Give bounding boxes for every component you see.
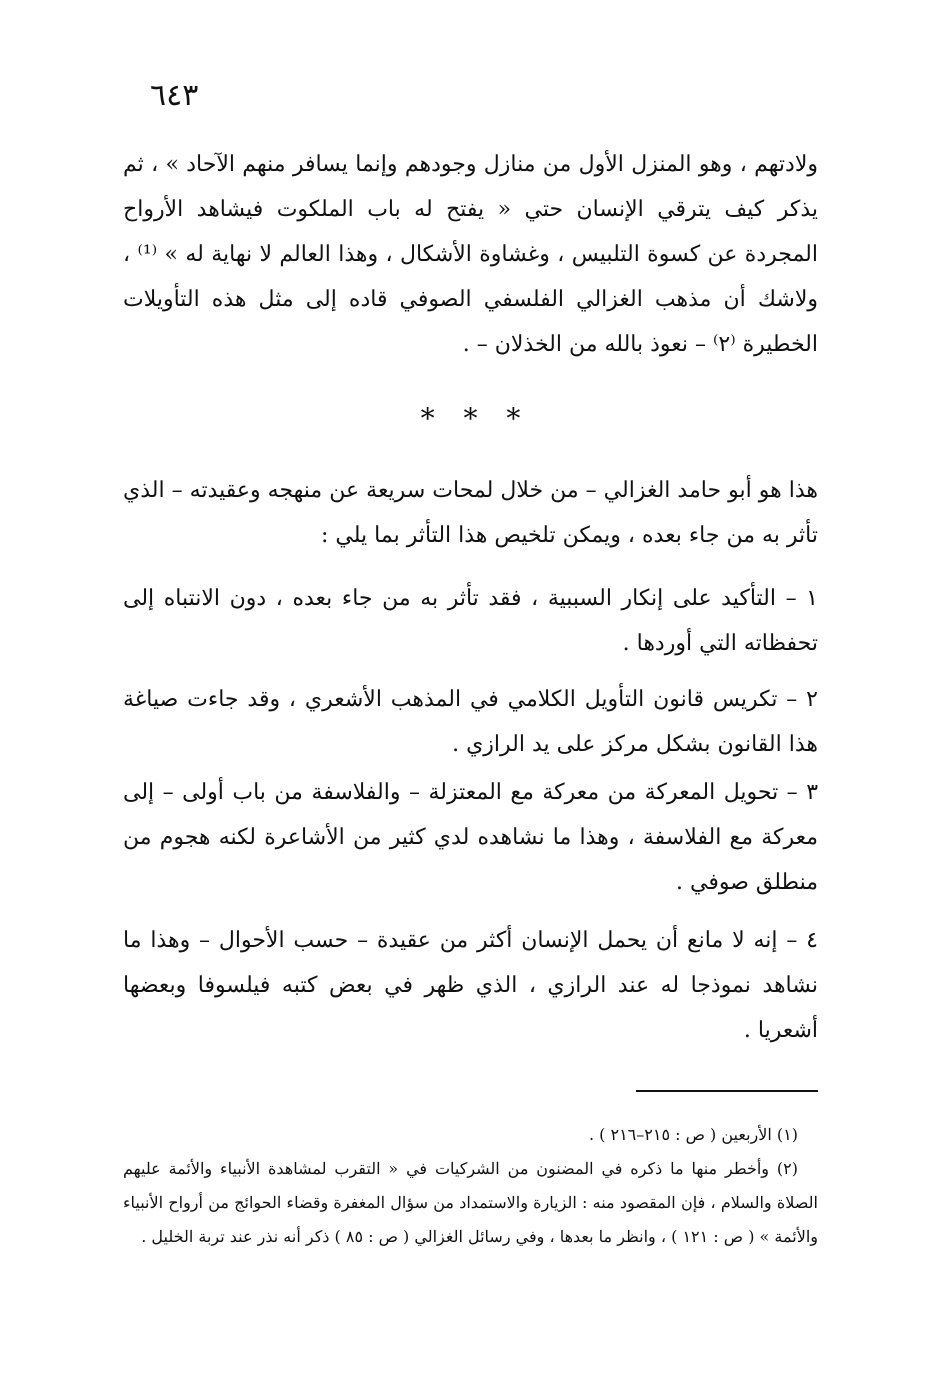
page-number: ٦٤٣	[150, 78, 199, 113]
point-1: ١ – التأكيد على إنكار السببية ، فقد تأثر به من جاء بعده ، دون الانتباه إلى تحفظاته التي أوردها .	[123, 586, 818, 656]
footnotes	[123, 1118, 818, 1254]
intro-paragraph: ولادتهم ، وهو المنزل الأول من منازل وجودهم وإنما يسافر منهم الآحاد » ، ثم يذكر كيف يترقي الإنسان حتي « يفتح له باب الملكوت فيشاهد الأرواح المجردة عن كسوة التلبيس ، وغشاوة الأشكال ، وهذا العالم لا نهاية له » ⁽¹⁾ ، ولاشك أن مذهب الغزالي الفلسفي الصوفي قاده إلى مثل هذه التأويلات الخطيرة ⁽٢⁾ – نعوذ بالله من الخذلان – .	[123, 152, 818, 357]
point-2: ٢ – تكريس قانون التأويل الكلامي في المذهب الأشعري ، وقد جاءت صياغة هذا القانون بشكل مركز على يد الرازي .	[123, 687, 818, 757]
point-4: ٤ – إنه لا مانع أن يحمل الإنسان أكثر من عقيدة – حسب الأحوال – وهذا ما نشاهد نموذجا له عند الرازي ، الذي ظهر في بعض كتبه فيلسوفا وبعضها أشعريا .	[123, 928, 818, 1043]
footnote-1: (١) الأربعين ( ص : ٢١٥–٢١٦ ) .	[588, 1125, 798, 1144]
point-3: ٣ – تحويل المعركة من معركة مع المعتزلة – والفلاسفة من باب أولى – إلى معركة مع الفلاسفة ، وهذا ما نشاهده لدي كثير من الأشاعرة لكنه هجوم من منطلق صوفي .	[123, 780, 819, 895]
section-separator: * * *	[420, 402, 531, 435]
summary-paragraph: هذا هو أبو حامد الغزالي – من خلال لمحات سريعة عن منهجه وعقيدته – الذي تأثر به من جاء بعده ، ويمكن تلخيص هذا التأثر بما يلي :	[123, 478, 818, 548]
footnote-divider	[636, 1090, 818, 1092]
footnote-2: (٢) وأخطر منها ما ذكره في المضنون من الشركيات في « التقرب لمشاهدة الأنبياء والأئمة عليهم الصلاة والسلام ، فإن المقصود منه : الزيارة والاستمداد من سؤال المغفرة وقضاء الحوائج من أرواح الأنبياء والأئمة » ( ص : ١٢١ ) ، وانظر ما بعدها ، وفي رسائل الغزالي ( ص : ٨٥ ) ذكر أنه نذر عند تربة الخليل .	[123, 1159, 818, 1246]
